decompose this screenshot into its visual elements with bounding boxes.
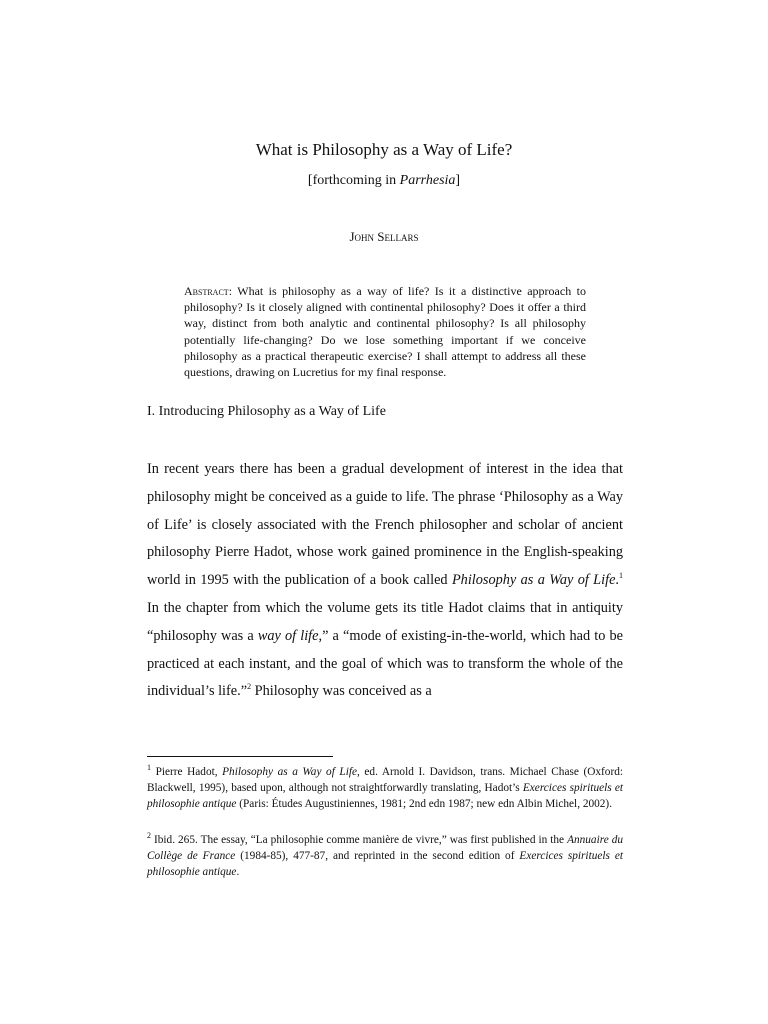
body-text-segment: In recent years there has been a gradual development of interest in the idea that philosophy might be conceived as a guide to life. The phrase ‘Philosophy as a Way of Life’ is closely associated with the French philosopher and scholar of ancient philosophy Pierre Hadot, whose work gained prominence in the English-speaking world in 1995 with the publication of a book called [147, 461, 623, 589]
footnote-title: Exercices spirituels et philosophie antique [147, 782, 623, 810]
footnote-text: (Paris: Études Augustiniennes, 1981; 2nd edn 1987; new edn Albin Michel, 2002). [236, 798, 613, 810]
section-heading: I. Introducing Philosophy as a Way of Life [147, 404, 386, 419]
footnote-number: 1 [147, 763, 151, 773]
footnote-text: . [236, 866, 240, 878]
footnote-number: 2 [147, 831, 151, 841]
footnote-2 [147, 832, 623, 880]
abstract [184, 283, 586, 380]
abstract-label: Abstract [184, 284, 229, 298]
publication-note [0, 172, 768, 190]
body-text-segment: ,” a “mode of existing-in-the-world, which had to be practiced at each instant, and the goal of which was to transform the whole of the individual’s life.” [147, 627, 623, 700]
body-paragraph [147, 456, 623, 706]
footnote-title: Philosophy as a Way of Life [222, 766, 357, 778]
abstract-text: : What is philosophy as a way of life? Is it a distinctive approach to philosophy? Is it closely aligned with continental philosophy? Does it offer a third way, distinct from both analytic and continental philosophy? Is all philosophy potentially life-changing? Do we lose something important if we conceive philosophy as a practical therapeutic exercise? I shall attempt to address all these questions, drawing on Lucretius for my final response. [184, 284, 586, 380]
footnote-text: , ed. Arnold I. Davidson, trans. Michael Chase (Oxford: Blackwell, 1995), based upon, although not straightforwardly translating, Hadot’s [147, 766, 623, 794]
body-text-segment: . [615, 572, 619, 589]
footnote-marker-1[interactable]: 1 [619, 571, 623, 581]
footnote-title: Annuaire du Collège de France [147, 834, 624, 862]
footnote-text: (1984-85), 477-87, and reprinted in the second edition of [235, 850, 520, 862]
journal-name: Parrhesia [399, 173, 456, 188]
footnote-1 [147, 764, 623, 812]
author-name: John Sellars [349, 229, 419, 244]
footnote-text: Pierre Hadot, [151, 766, 223, 778]
footnote-marker-2[interactable]: 2 [247, 682, 252, 692]
book-title: Philosophy as a Way of Life [451, 572, 616, 589]
emphasis-text: way of life [257, 627, 319, 644]
publication-note-prefix: [forthcoming in [307, 173, 400, 188]
body-text-segment: Philosophy was conceived as a [251, 683, 432, 700]
footnote-text: Ibid. 265. The essay, “La philosophie comme manière de vivre,” was first published in the [151, 834, 568, 846]
footnote-divider [147, 756, 333, 757]
document-title: What is Philosophy as a Way of Life? [255, 140, 513, 159]
publication-note-suffix: ] [455, 173, 461, 188]
footnote-title: Exercices spirituels et philosophie antique [147, 850, 623, 878]
body-text-segment: In the chapter from which the volume gets its title Hadot claims that in antiquity “philosophy was a [147, 599, 623, 644]
